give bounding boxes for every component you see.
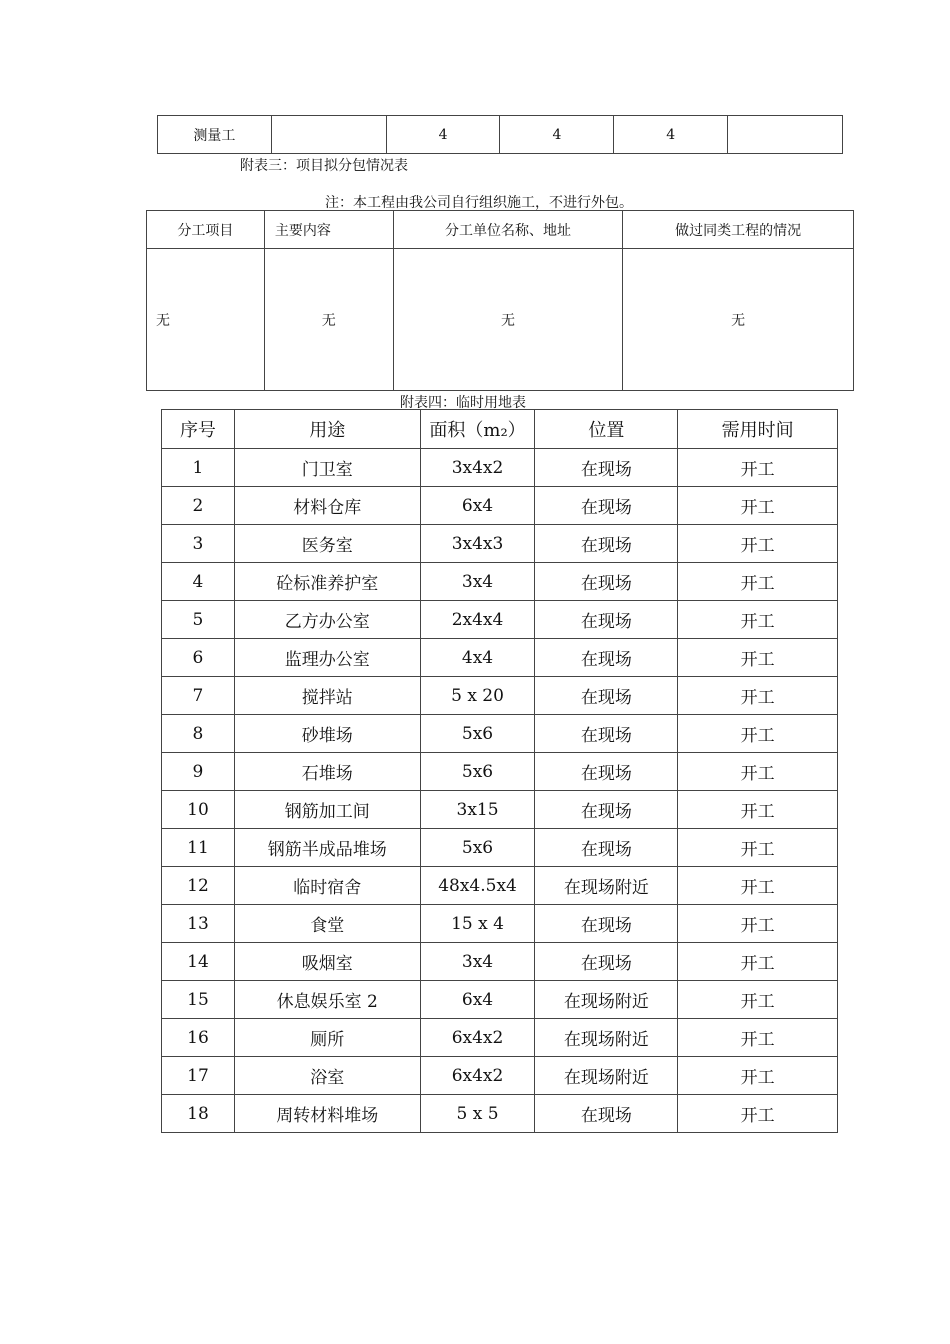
table-row xyxy=(162,487,838,525)
table-cell: 在现场 xyxy=(535,791,678,829)
table-cell xyxy=(728,116,843,154)
table-cell: 6x4 xyxy=(420,981,535,1019)
table-cell: 开工 xyxy=(678,487,838,525)
column-header: 需用时间 xyxy=(678,410,838,449)
column-header: 位置 xyxy=(535,410,678,449)
table-cell: 在现场 xyxy=(535,943,678,981)
subcontract-table xyxy=(146,210,854,391)
table-cell: 在现场附近 xyxy=(535,1057,678,1095)
table-cell: 在现场 xyxy=(535,601,678,639)
table-cell: 临时宿舍 xyxy=(234,867,420,905)
table-cell: 6x4 xyxy=(420,487,535,525)
table-cell: 乙方办公室 xyxy=(234,601,420,639)
table-cell: 3x4x3 xyxy=(420,525,535,563)
table-cell: 在现场 xyxy=(535,487,678,525)
table-cell: 开工 xyxy=(678,715,838,753)
table-cell: 在现场 xyxy=(535,639,678,677)
table-cell: 开工 xyxy=(678,791,838,829)
table-row xyxy=(162,449,838,487)
table-row xyxy=(162,1019,838,1057)
table-cell: 开工 xyxy=(678,1095,838,1133)
table-cell: 在现场附近 xyxy=(535,867,678,905)
table-cell: 医务室 xyxy=(234,525,420,563)
table-cell: 在现场 xyxy=(535,753,678,791)
table-cell: 开工 xyxy=(678,981,838,1019)
table-cell: 开工 xyxy=(678,867,838,905)
table-cell: 开工 xyxy=(678,753,838,791)
table-cell: 18 xyxy=(162,1095,235,1133)
table-header-row xyxy=(147,211,854,249)
table-cell: 13 xyxy=(162,905,235,943)
column-header: 序号 xyxy=(162,410,235,449)
table-cell: 10 xyxy=(162,791,235,829)
table-row xyxy=(162,1057,838,1095)
table-cell: 浴室 xyxy=(234,1057,420,1095)
table-cell: 周转材料堆场 xyxy=(234,1095,420,1133)
table-row xyxy=(162,1095,838,1133)
table-cell: 开工 xyxy=(678,525,838,563)
column-header: 主要内容 xyxy=(264,211,393,249)
caption-land-use-table: 附表四：临时用地表 xyxy=(400,395,526,411)
table-row xyxy=(147,249,854,391)
table-cell: 12 xyxy=(162,867,235,905)
table-cell: 在现场 xyxy=(535,1095,678,1133)
table-cell: 4 xyxy=(500,116,614,154)
table-cell: 厕所 xyxy=(234,1019,420,1057)
table-row xyxy=(162,905,838,943)
table-row xyxy=(162,791,838,829)
table-cell xyxy=(271,116,386,154)
land-use-table xyxy=(161,409,838,1133)
table-cell: 17 xyxy=(162,1057,235,1095)
table-cell: 休息娱乐室 2 xyxy=(234,981,420,1019)
table-cell: 5 x 5 xyxy=(420,1095,535,1133)
table-row xyxy=(162,715,838,753)
table-cell: 4 xyxy=(162,563,235,601)
table-cell: 15 x 4 xyxy=(420,905,535,943)
column-header: 用途 xyxy=(234,410,420,449)
table-cell: 8 xyxy=(162,715,235,753)
table-cell: 钢筋加工间 xyxy=(234,791,420,829)
table-cell: 14 xyxy=(162,943,235,981)
table-cell: 6x4x2 xyxy=(420,1019,535,1057)
table-cell: 吸烟室 xyxy=(234,943,420,981)
table-cell: 4x4 xyxy=(420,639,535,677)
table-cell: 开工 xyxy=(678,449,838,487)
table-cell: 在现场 xyxy=(535,525,678,563)
table-cell: 开工 xyxy=(678,563,838,601)
table-cell: 开工 xyxy=(678,601,838,639)
table-row xyxy=(162,563,838,601)
table-cell: 开工 xyxy=(678,829,838,867)
table-cell: 16 xyxy=(162,1019,235,1057)
table-cell: 砼标准养护室 xyxy=(234,563,420,601)
table-cell: 食堂 xyxy=(234,905,420,943)
table-cell: 开工 xyxy=(678,677,838,715)
table-row xyxy=(158,116,843,154)
table-cell: 无 xyxy=(623,249,854,391)
table-cell: 开工 xyxy=(678,905,838,943)
table-cell: 开工 xyxy=(678,1019,838,1057)
table-cell: 9 xyxy=(162,753,235,791)
labor-table-fragment xyxy=(157,115,843,154)
table-cell: 开工 xyxy=(678,1057,838,1095)
table-row xyxy=(162,639,838,677)
table-row xyxy=(162,829,838,867)
table-cell: 砂堆场 xyxy=(234,715,420,753)
table-cell: 3x4 xyxy=(420,943,535,981)
table-cell: 在现场 xyxy=(535,677,678,715)
table-cell: 48x4.5x4 xyxy=(420,867,535,905)
table-cell: 2 xyxy=(162,487,235,525)
table-cell: 在现场 xyxy=(535,715,678,753)
table-cell: 5x6 xyxy=(420,829,535,867)
table-row xyxy=(162,601,838,639)
table-row xyxy=(162,867,838,905)
table-cell: 3x4x2 xyxy=(420,449,535,487)
table-cell: 无 xyxy=(147,249,265,391)
column-header: 分工项目 xyxy=(147,211,265,249)
table-row xyxy=(162,981,838,1019)
table-cell: 在现场附近 xyxy=(535,1019,678,1057)
table-cell: 5x6 xyxy=(420,715,535,753)
note-subcontract: 注：本工程由我公司自行组织施工，不进行外包。 xyxy=(325,195,633,211)
table-cell: 3x4 xyxy=(420,563,535,601)
column-header: 分工单位名称、地址 xyxy=(393,211,623,249)
table-cell: 11 xyxy=(162,829,235,867)
table-cell: 无 xyxy=(264,249,393,391)
table-cell: 在现场 xyxy=(535,829,678,867)
table-cell: 5x6 xyxy=(420,753,535,791)
table-cell: 3x15 xyxy=(420,791,535,829)
table-cell: 6x4x2 xyxy=(420,1057,535,1095)
table-cell: 1 xyxy=(162,449,235,487)
table-cell: 在现场 xyxy=(535,449,678,487)
table-cell: 在现场 xyxy=(535,563,678,601)
table-cell: 钢筋半成品堆场 xyxy=(234,829,420,867)
table-cell: 在现场 xyxy=(535,905,678,943)
table-row xyxy=(162,753,838,791)
table-cell: 6 xyxy=(162,639,235,677)
table-cell: 开工 xyxy=(678,943,838,981)
table-cell: 监理办公室 xyxy=(234,639,420,677)
table-cell: 2x4x4 xyxy=(420,601,535,639)
table-cell: 材料仓库 xyxy=(234,487,420,525)
table-row xyxy=(162,943,838,981)
table-cell: 测量工 xyxy=(158,116,272,154)
table-row xyxy=(162,525,838,563)
table-cell: 无 xyxy=(393,249,623,391)
table-cell: 5 x 20 xyxy=(420,677,535,715)
table-cell: 搅拌站 xyxy=(234,677,420,715)
table-cell: 开工 xyxy=(678,639,838,677)
table-cell: 7 xyxy=(162,677,235,715)
table-cell: 4 xyxy=(614,116,728,154)
table-cell: 15 xyxy=(162,981,235,1019)
table-cell: 4 xyxy=(386,116,500,154)
column-header: 面积（m₂） xyxy=(420,410,535,449)
caption-subcontract-table: 附表三：项目拟分包情况表 xyxy=(240,158,408,174)
table-row xyxy=(162,677,838,715)
column-header: 做过同类工程的情况 xyxy=(623,211,854,249)
table-cell: 5 xyxy=(162,601,235,639)
table-cell: 石堆场 xyxy=(234,753,420,791)
table-cell: 在现场附近 xyxy=(535,981,678,1019)
table-cell: 门卫室 xyxy=(234,449,420,487)
table-header-row xyxy=(162,410,838,449)
table-cell: 3 xyxy=(162,525,235,563)
